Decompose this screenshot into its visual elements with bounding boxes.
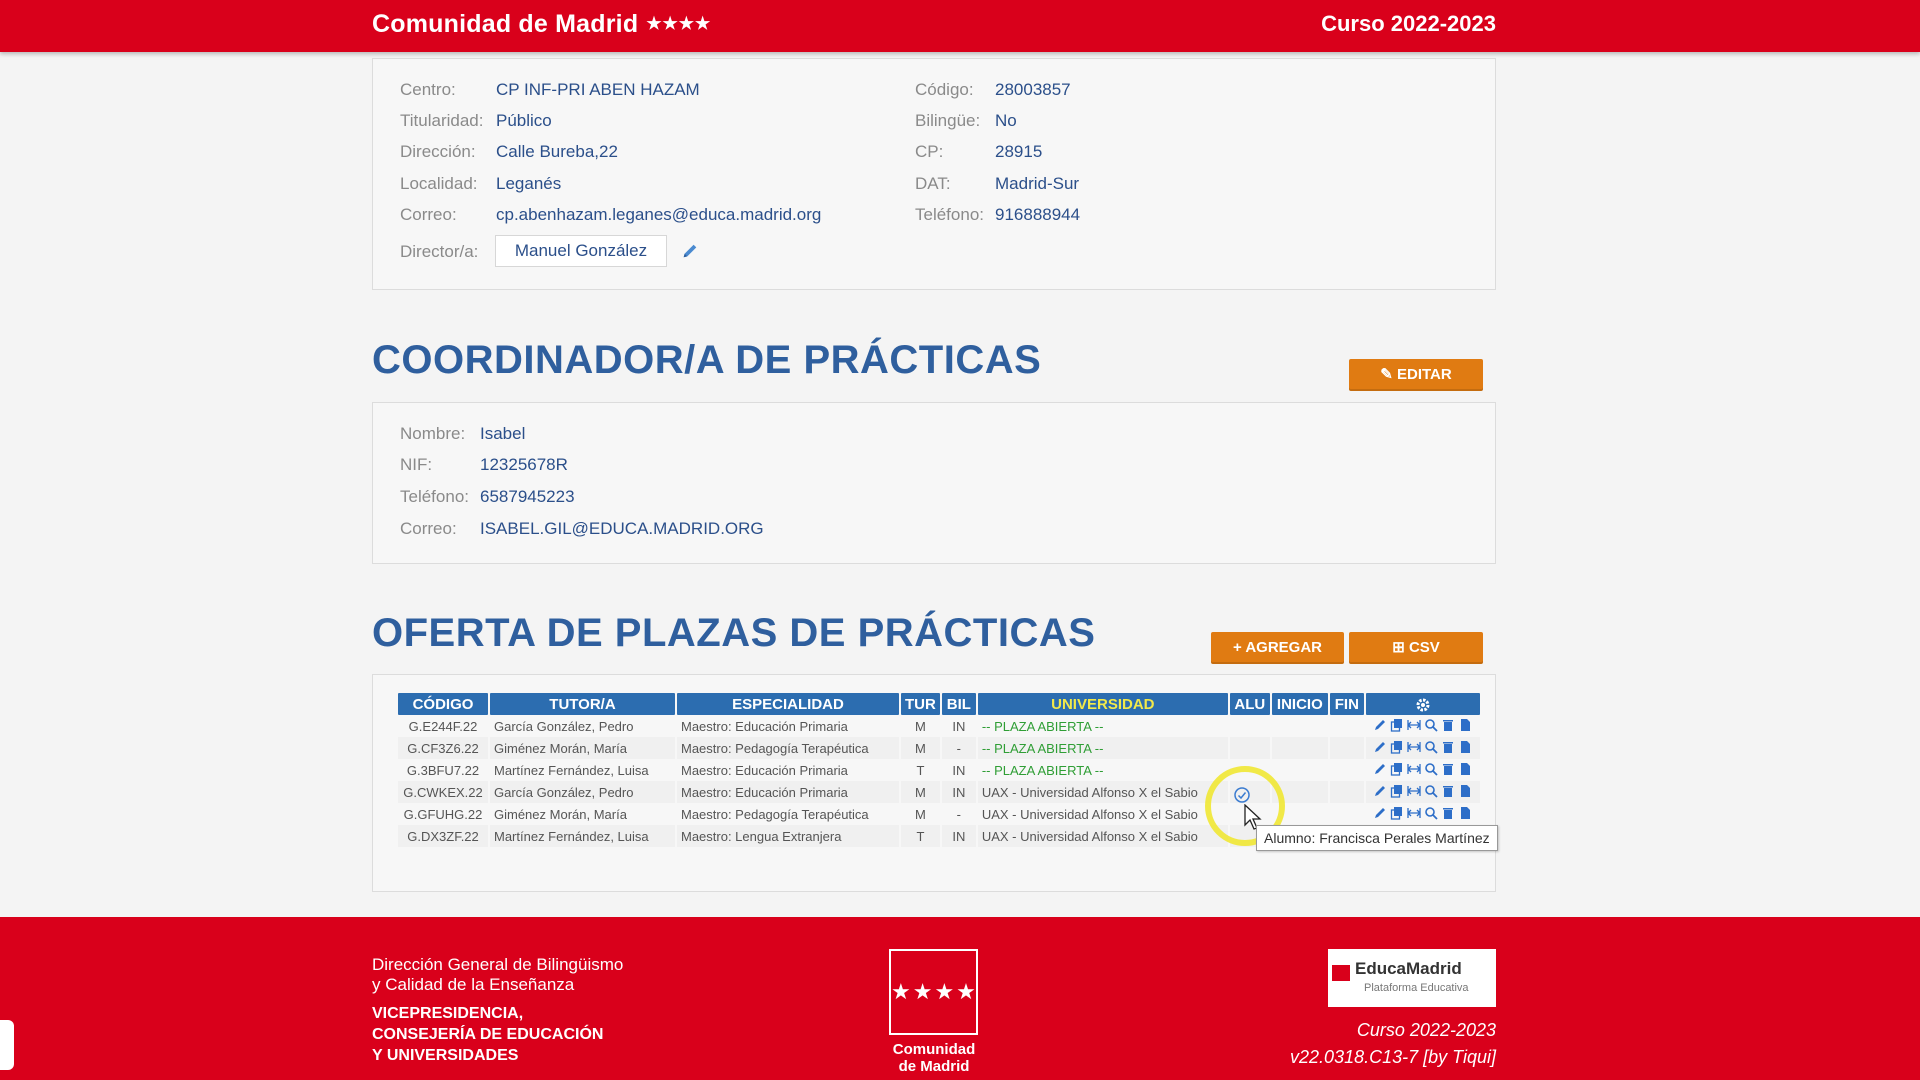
table-cell: T [916, 762, 925, 778]
table-cell: Martínez Fernández, Luisa [490, 825, 675, 847]
table-cell: T [901, 825, 940, 847]
coordinador-panel: Nombre: Isabel NIF: 12325678R Teléfono: 6587945223 Correo: ISABEL.GIL@EDUCA.MADRID.ORG [372, 402, 1496, 564]
comunidad-logo-stars-icon: ★★★★ [889, 949, 978, 1035]
comunidad-logo-text: Comunidad de Madrid [892, 1041, 976, 1075]
plazas-table [396, 693, 1482, 847]
table-cell: Giménez Morán, María [494, 806, 627, 822]
add-plaza-button[interactable]: + AGREGAR [1211, 632, 1344, 664]
brand-stars-icon: ★★★★ [646, 14, 712, 33]
centro-panel: Centro: CP INF-PRI ABEN HAZAM Titularidad: Público Dirección: Calle Bureba,22 Localidad: Leganés Correo: cp.abenhazam.leganes@educa.madrid.org Código: 28003857 Bilingüe: No CP: 28915 DAT: Madrid-Sur Teléfono: 916888944 Director/a: [372, 58, 1496, 290]
gear-icon [1415, 697, 1431, 713]
table-cell: Maestro: Pedagogía Terapéutica [681, 806, 869, 822]
row-actions [1366, 781, 1480, 803]
col-codigo[interactable]: CÓDIGO [398, 693, 488, 715]
table-cell: Maestro: Educación Primaria [677, 781, 899, 803]
table-cell: Martínez Fernández, Luisa [494, 762, 649, 778]
table-header-row [398, 693, 1480, 715]
footer [0, 917, 1920, 1080]
table-cell: -- PLAZA ABIERTA -- [981, 762, 1104, 778]
move-icon[interactable] [1407, 762, 1421, 776]
table-cell: UAX - Universidad Alfonso X el Sabio [981, 806, 1198, 822]
col-especialidad[interactable]: ESPECIALIDAD [677, 693, 899, 715]
table-cell: M [914, 806, 926, 822]
search-icon[interactable] [1424, 718, 1438, 732]
move-icon[interactable] [1407, 740, 1421, 754]
check-circle-icon[interactable] [1233, 786, 1251, 804]
table-cell: -- PLAZA ABIERTA -- [978, 737, 1228, 759]
trash-icon[interactable] [1441, 806, 1455, 820]
table-cell: IN [952, 718, 966, 734]
table-cell: Maestro: Pedagogía Terapéutica [677, 737, 899, 759]
csv-export-button[interactable]: ⊞ CSV [1349, 632, 1483, 664]
plus-icon: + [1232, 639, 1246, 656]
row-actions [1366, 715, 1480, 737]
search-icon[interactable] [1424, 762, 1438, 776]
table-cell [1330, 715, 1364, 737]
table-cell: G.GFUHG.22 [403, 806, 483, 822]
document-icon[interactable] [1458, 762, 1472, 776]
edit-coordinator-button[interactable]: ✎ EDITAR [1349, 359, 1483, 391]
pencil-icon[interactable] [681, 242, 699, 260]
document-icon[interactable] [1458, 784, 1472, 798]
edit-pencil-icon: ✎ [1380, 366, 1397, 383]
table-cell [1272, 759, 1328, 781]
col-alu[interactable]: ALU [1230, 693, 1270, 715]
document-icon[interactable] [1458, 718, 1472, 732]
document-icon[interactable] [1458, 806, 1472, 820]
table-row [398, 715, 1480, 737]
edit-icon[interactable] [1373, 762, 1387, 776]
edit-icon[interactable] [1373, 718, 1387, 732]
table-cell: IN [942, 781, 976, 803]
table-cell: M [914, 718, 926, 734]
copy-icon[interactable] [1390, 784, 1404, 798]
row-actions [1366, 803, 1480, 825]
col-bil[interactable]: BIL [942, 693, 976, 715]
table-cell [1272, 715, 1328, 737]
copy-icon[interactable] [1390, 740, 1404, 754]
table-cell [1330, 803, 1364, 825]
col-fin[interactable]: FIN [1330, 693, 1364, 715]
row-actions [1366, 737, 1480, 759]
footer-version: Curso 2022-2023 v22.0318.C13-7 [by Tiqui] [1290, 1020, 1496, 1067]
brand-title [372, 10, 711, 39]
table-row [398, 759, 1480, 781]
table-cell: G.3BFU7.22 [406, 762, 480, 778]
move-icon[interactable] [1407, 784, 1421, 798]
table-cell: - [956, 806, 961, 822]
search-icon[interactable] [1424, 784, 1438, 798]
table-cell: M [901, 737, 940, 759]
table-cell [1330, 759, 1364, 781]
copy-icon[interactable] [1390, 718, 1404, 732]
student-tooltip: Alumno: Francisca Perales Martínez [1256, 825, 1498, 851]
trash-icon[interactable] [1441, 718, 1455, 732]
brand-text: Comunidad de Madrid [372, 10, 639, 38]
document-icon[interactable] [1458, 740, 1472, 754]
top-header [0, 0, 1920, 52]
col-universidad[interactable]: UNIVERSIDAD [978, 693, 1228, 715]
centro-email-link[interactable]: cp.abenhazam.leganes@educa.madrid.org [496, 205, 822, 224]
table-cell [1272, 737, 1328, 759]
trash-icon[interactable] [1441, 784, 1455, 798]
table-cell: García González, Pedro [490, 781, 675, 803]
tab-gap [1340, 392, 1497, 401]
educamadrid-logo[interactable]: EducaMadrid Plataforma Educativa [1328, 949, 1496, 1007]
trash-icon[interactable] [1441, 762, 1455, 776]
table-cell: -- PLAZA ABIERTA -- [981, 718, 1104, 734]
col-tur[interactable]: TUR [901, 693, 940, 715]
table-cell: G.DX3ZF.22 [398, 825, 488, 847]
table-cell: G.CF3Z6.22 [398, 737, 488, 759]
table-cell [1230, 715, 1270, 737]
col-inicio[interactable]: INICIO [1272, 693, 1328, 715]
table-cell: Maestro: Educación Primaria [681, 762, 848, 778]
coordinador-heading: COORDINADOR/A DE PRÁCTICAS [372, 338, 1042, 382]
table-cell [1330, 781, 1364, 803]
trash-icon[interactable] [1441, 740, 1455, 754]
copy-icon[interactable] [1390, 762, 1404, 776]
table-cell: G.E244F.22 [408, 718, 478, 734]
footer-consejeria: VICEPRESIDENCIA, CONSEJERÍA DE EDUCACIÓN Y UNIVERSIDADES [372, 1005, 604, 1064]
table-row [398, 803, 1480, 825]
course-label: Curso 2022-2023 [1321, 11, 1496, 36]
table-cell: Maestro: Educación Primaria [681, 718, 848, 734]
row-actions [1366, 759, 1480, 781]
table-cell: Giménez Morán, María [490, 737, 675, 759]
table-cell: - [942, 737, 976, 759]
edit-icon[interactable] [1373, 784, 1387, 798]
col-tutor[interactable]: TUTOR/A [490, 693, 675, 715]
educamadrid-flag-icon [1332, 965, 1350, 981]
edit-icon[interactable] [1373, 740, 1387, 754]
table-cell [1330, 737, 1364, 759]
grid-icon: ⊞ [1392, 639, 1409, 656]
table-cell: UAX - Universidad Alfonso X el Sabio [978, 825, 1228, 847]
copy-icon[interactable] [1390, 806, 1404, 820]
table-row [398, 781, 1480, 803]
footer-direccion: Dirección General de Bilingüismo y Calidad de la Enseñanza [372, 955, 624, 994]
move-icon[interactable] [1407, 718, 1421, 732]
search-icon[interactable] [1424, 740, 1438, 754]
oferta-heading: OFERTA DE PLAZAS DE PRÁCTICAS [372, 611, 1096, 655]
table-cell: Maestro: Lengua Extranjera [677, 825, 899, 847]
table-cell: M [901, 781, 940, 803]
table-cell [1230, 737, 1270, 759]
director-field[interactable]: Manuel González [495, 235, 667, 267]
edit-icon[interactable] [1373, 806, 1387, 820]
move-icon[interactable] [1407, 806, 1421, 820]
table-row [398, 737, 1480, 759]
table-cell: UAX - Universidad Alfonso X el Sabio [978, 781, 1228, 803]
side-handle[interactable] [0, 1020, 14, 1070]
table-cell: G.CWKEX.22 [398, 781, 488, 803]
col-settings[interactable] [1366, 693, 1480, 715]
tab-gap-oferta [1200, 664, 1497, 673]
table-cell: García González, Pedro [494, 718, 634, 734]
table-cell: IN [942, 825, 976, 847]
search-icon[interactable] [1424, 806, 1438, 820]
table-cell: IN [952, 762, 966, 778]
